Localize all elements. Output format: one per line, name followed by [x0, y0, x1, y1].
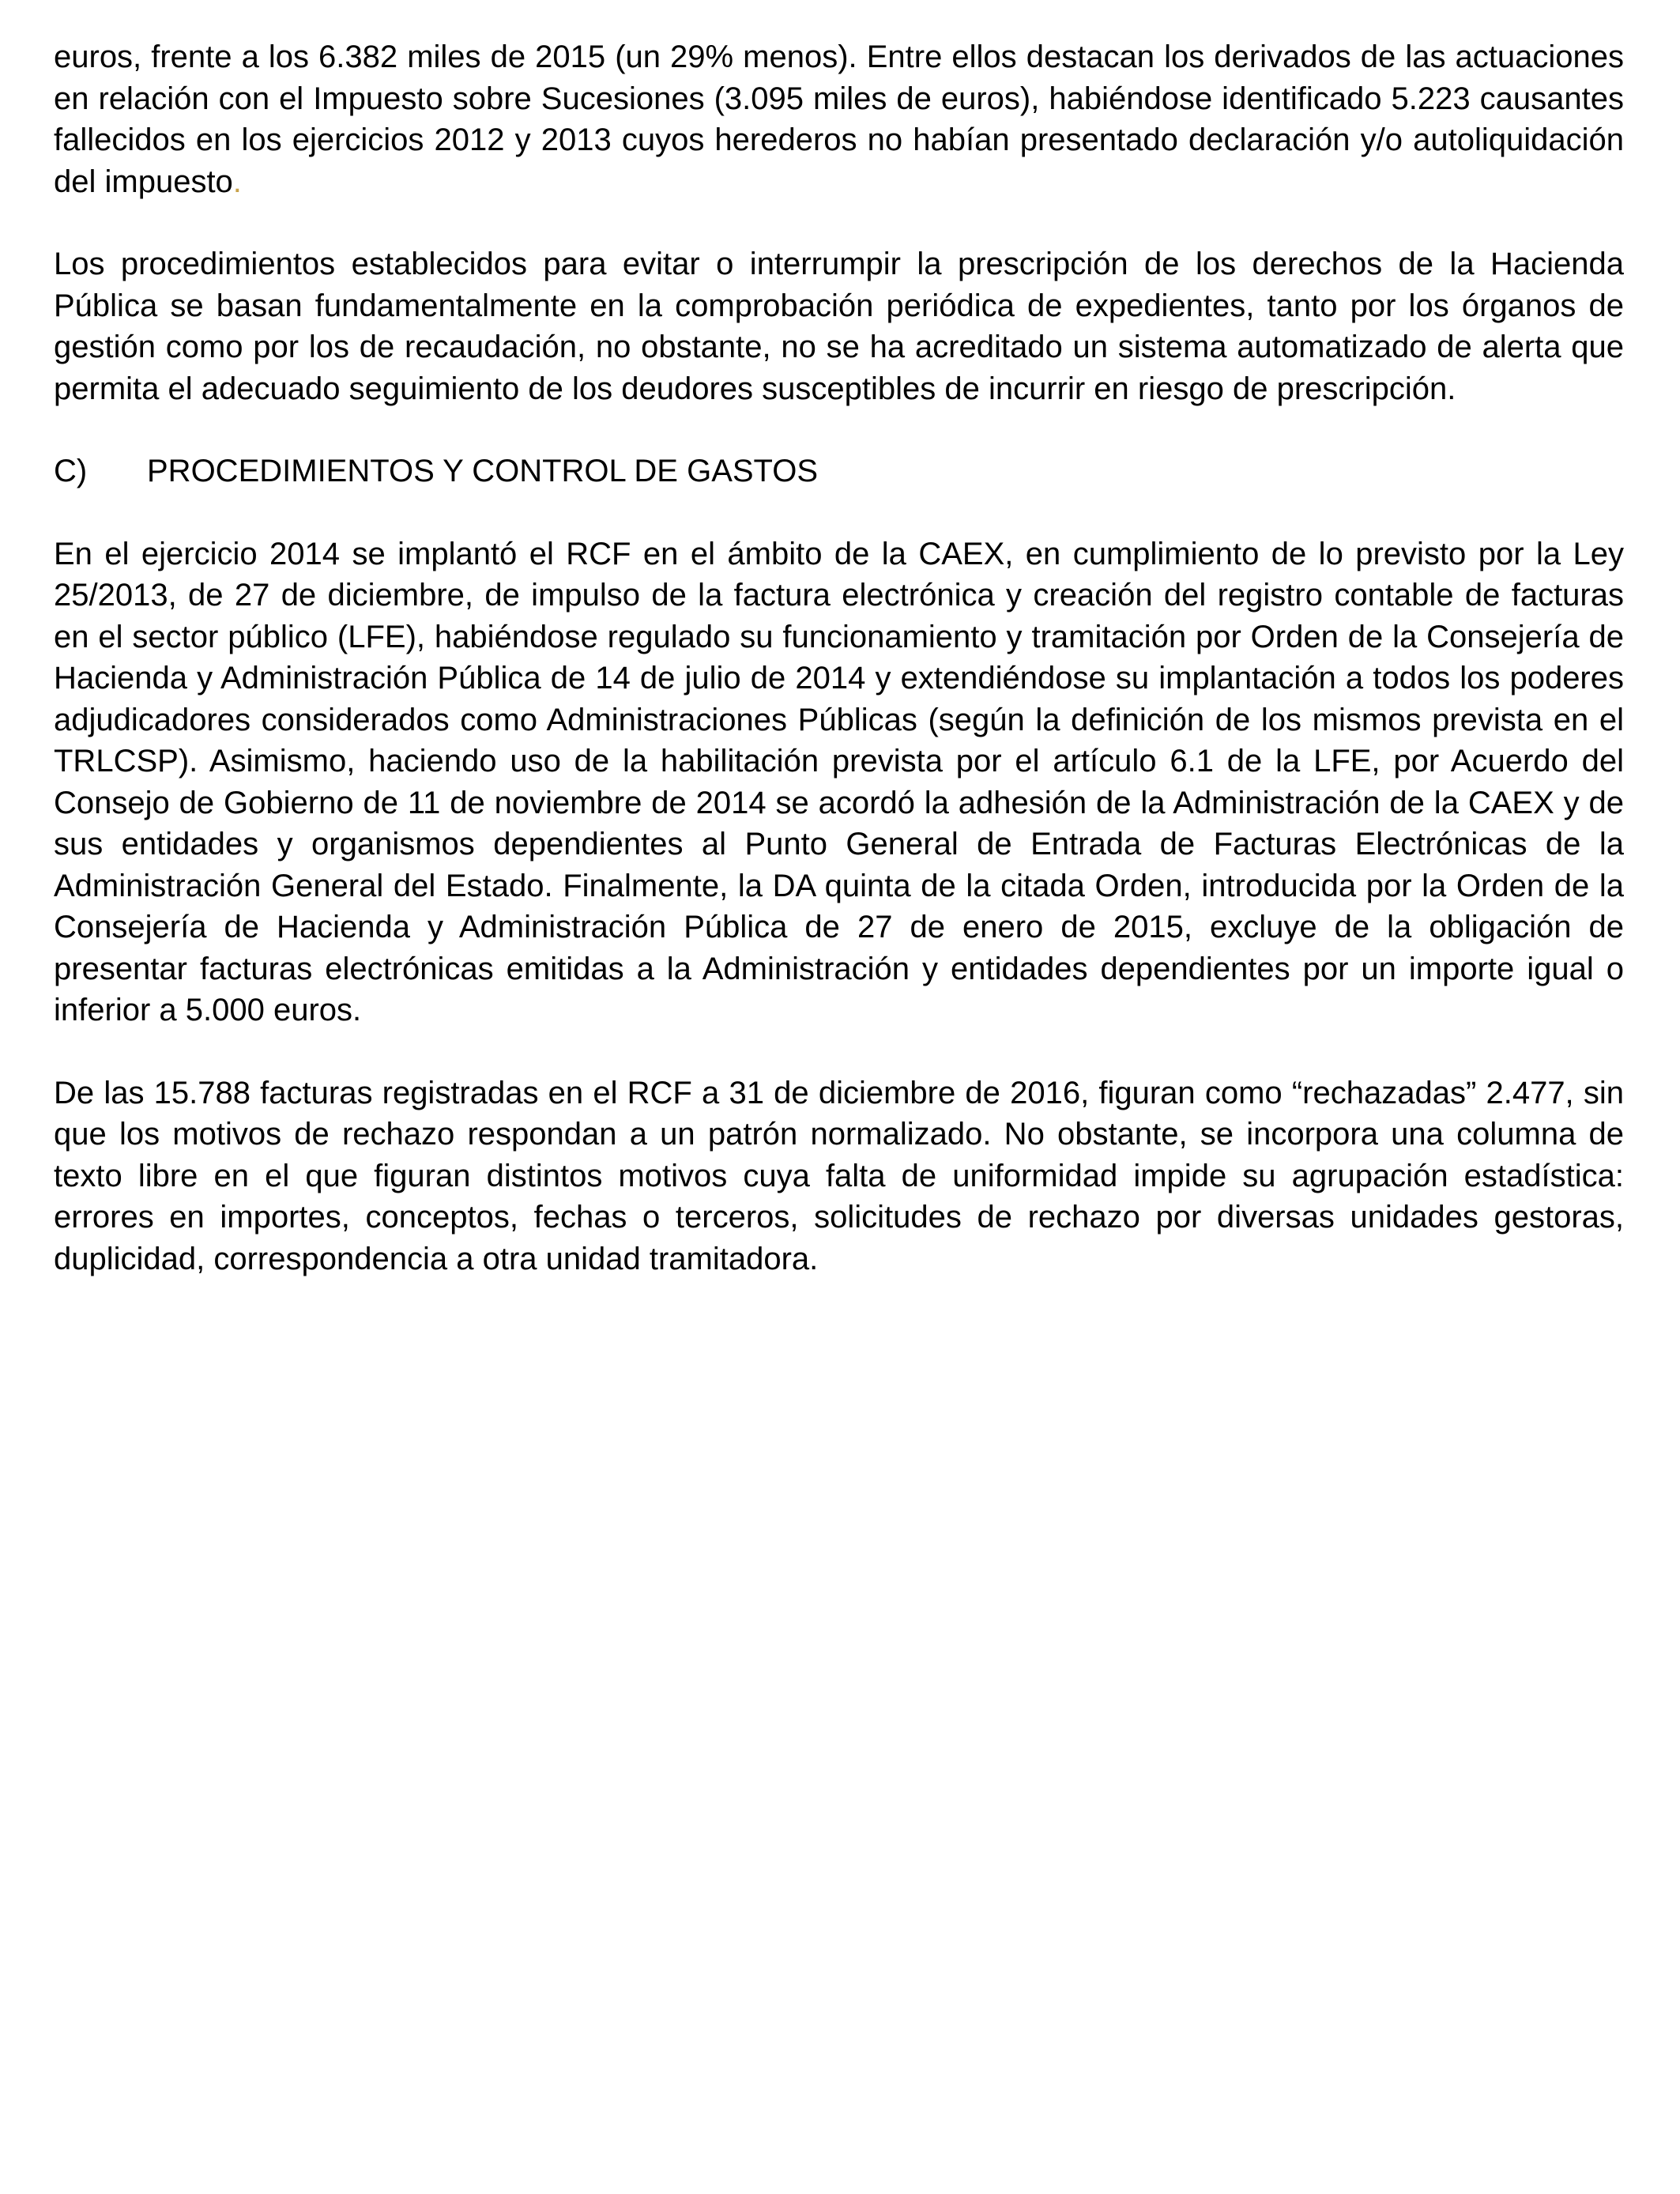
paragraph-sucesiones: [54, 36, 1624, 202]
paragraph-rcf-implantacion: En el ejercicio 2014 se implantó el RCF en el ámbito de la CAEX, en cumplimiento de lo previsto por la Ley 25/2013, de 27 de diciembre, de impulso de la factura electrónica y creación del registro contable de facturas en el sector público (LFE), habiéndose regulado su funcionamiento y tramitación por Orden de la Consejería de Hacienda y Administración Pública de 14 de julio de 2014 y extendiéndose su implantación a todos los poderes adjudicadores considerados como Administraciones Públicas (según la definición de los mismos prevista en el TRLCSP). Asimismo, haciendo uso de la habilitación prevista por el artículo 6.1 de la LFE, por Acuerdo del Consejo de Gobierno de 11 de noviembre de 2014 se acordó la adhesión de la Administración de la CAEX y de sus entidades y organismos dependientes al Punto General de Entrada de Facturas Electrónicas de la Administración General del Estado. Finalmente, la DA quinta de la citada Orden, introducida por la Orden de la Consejería de Hacienda y Administración Pública de 27 de enero de 2015, excluye de la obligación de presentar facturas electrónicas emitidas a la Administración y entidades dependientes por un importe igual o inferior a 5.000 euros.: [54, 536, 1624, 1027]
section-heading-letter: C): [54, 454, 88, 488]
paragraph-prescripcion: Los procedimientos establecidos para evitar o interrumpir la prescripción de los derechos de la Hacienda Pública se basan fundamentalmente en la comprobación periódica de expedientes, tanto por los órganos de gestión como por los de recaudación, no obstante, no se ha acreditado un sistema automatizado de alerta que permita el adecuado seguimiento de los deudores susceptibles de incurrir en riesgo de prescripción.: [54, 247, 1624, 406]
section-heading-c: [54, 450, 1624, 492]
document-page: [54, 36, 1624, 1321]
paragraph-sucesiones-text: euros, frente a los 6.382 miles de 2015 (un 29% menos). Entre ellos destacan los derivados de las actuaciones en relación con el Impuesto sobre Sucesiones (3.095 miles de euros), habiéndose identificado 5.223 causantes fallecidos en los ejercicios 2012 y 2013 cuyos herederos no habían presentado declaración y/o autoliquidación del impuesto: [54, 40, 1624, 199]
section-heading-title: PROCEDIMIENTOS Y CONTROL DE GASTOS: [147, 454, 819, 488]
paragraph-sucesiones-end: .: [232, 164, 242, 199]
paragraph-facturas-rechazadas: De las 15.788 facturas registradas en el RCF a 31 de diciembre de 2016, figuran como “rechazadas” 2.477, sin que los motivos de rechazo respondan a un patrón normalizado. No obstante, se incorpora una columna de texto libre en el que figuran distintos motivos cuya falta de uniformidad impide su agrupación estadística: errores en importes, conceptos, fechas o terceros, solicitudes de rechazo por diversas unidades gestoras, duplicidad, correspondencia a otra unidad tramitadora.: [54, 1075, 1624, 1276]
